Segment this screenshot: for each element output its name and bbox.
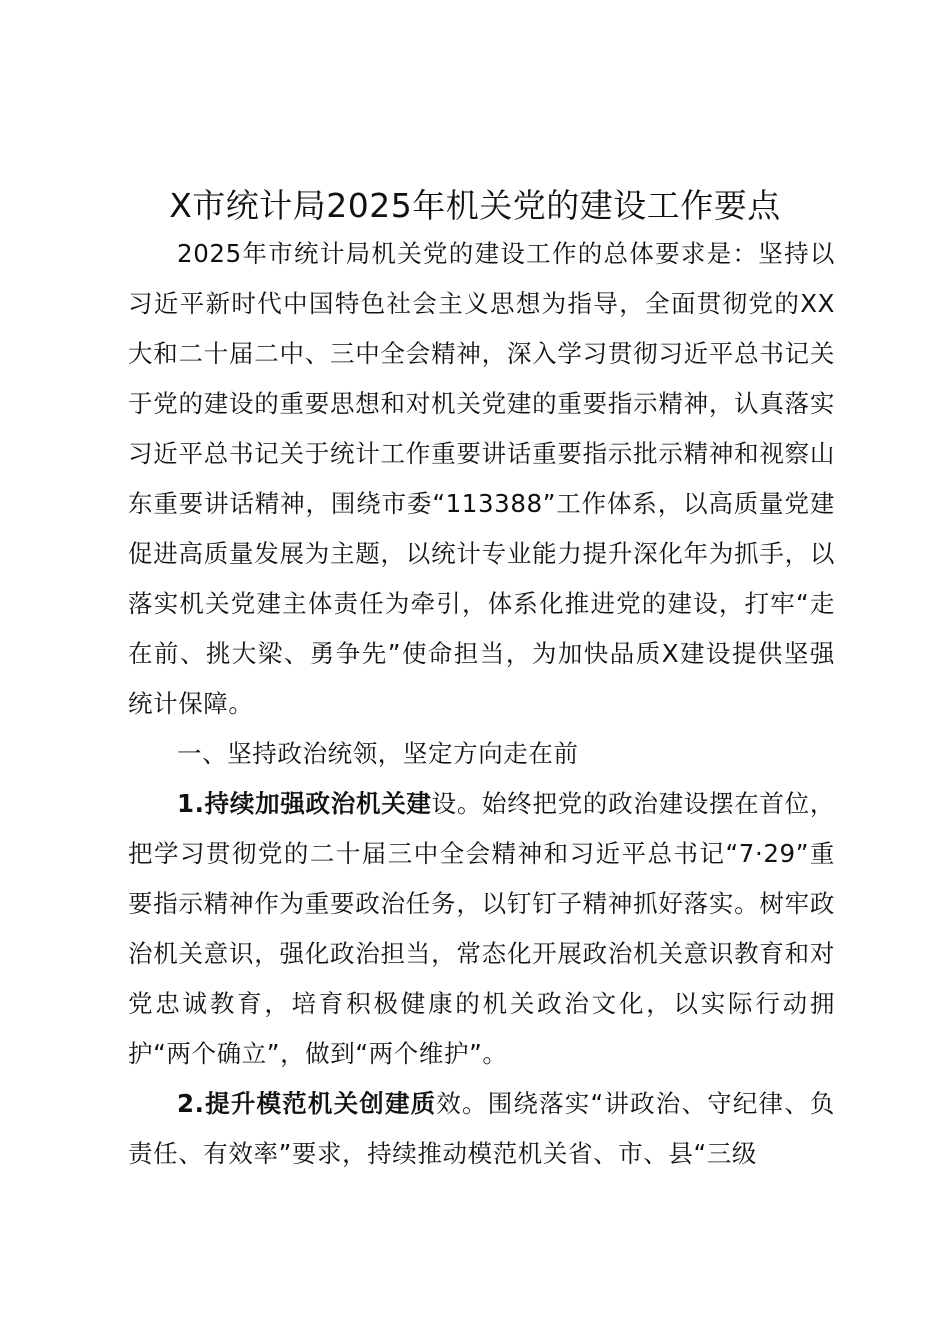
item-1-body: 设。始终把党的政治建设摆在首位，把学习贯彻党的二十届三中全会精神和习近平总书记“7·29”重要指示精神作为重要政治任务，以钉钉子精神抓好落实。树牢政治机关意识，强化政治担当，常态化开展政治机关意识教育和对党忠诚教育，培育积极健康的机关政治文化，以实际行动拥护“两个确立”，做到“两个维护”。 <box>128 789 835 1068</box>
section-heading-1: 一、坚持政治统领，坚定方向走在前 <box>177 739 579 768</box>
item-2-body: 效。围绕落实“讲政治、守纪律、负责任、有效率”要求，持续推动模范机关省、市、县“三级 <box>128 1089 835 1168</box>
item-paragraph-1 <box>128 779 835 1079</box>
document-body <box>128 229 835 1179</box>
intro-paragraph: 2025年市统计局机关党的建设工作的总体要求是：坚持以习近平新时代中国特色社会主义思想为指导，全面贯彻党的XX大和二十届二中、三中全会精神，深入学习贯彻习近平总书记关于党的建设的重要思想和对机关党建的重要指示精神，认真落实习近平总书记关于统计工作重要讲话重要指示批示精神和视察山东重要讲话精神，围绕市委“113388”工作体系，以高质量党建促进高质量发展为主题，以统计专业能力提升深化年为抓手，以落实机关党建主体责任为牵引，体系化推进党的建设，打牢“走在前、挑大梁、勇争先”使命担当，为加快品质X建设提供坚强统计保障。 <box>128 239 835 718</box>
item-paragraph-2 <box>128 1079 835 1179</box>
item-2-lead: 2.提升模范机关创建质 <box>177 1089 437 1118</box>
item-1-lead: 1.持续加强政治机关建 <box>177 789 432 818</box>
document-title: X市统计局2025年机关党的建设工作要点 <box>169 186 781 225</box>
